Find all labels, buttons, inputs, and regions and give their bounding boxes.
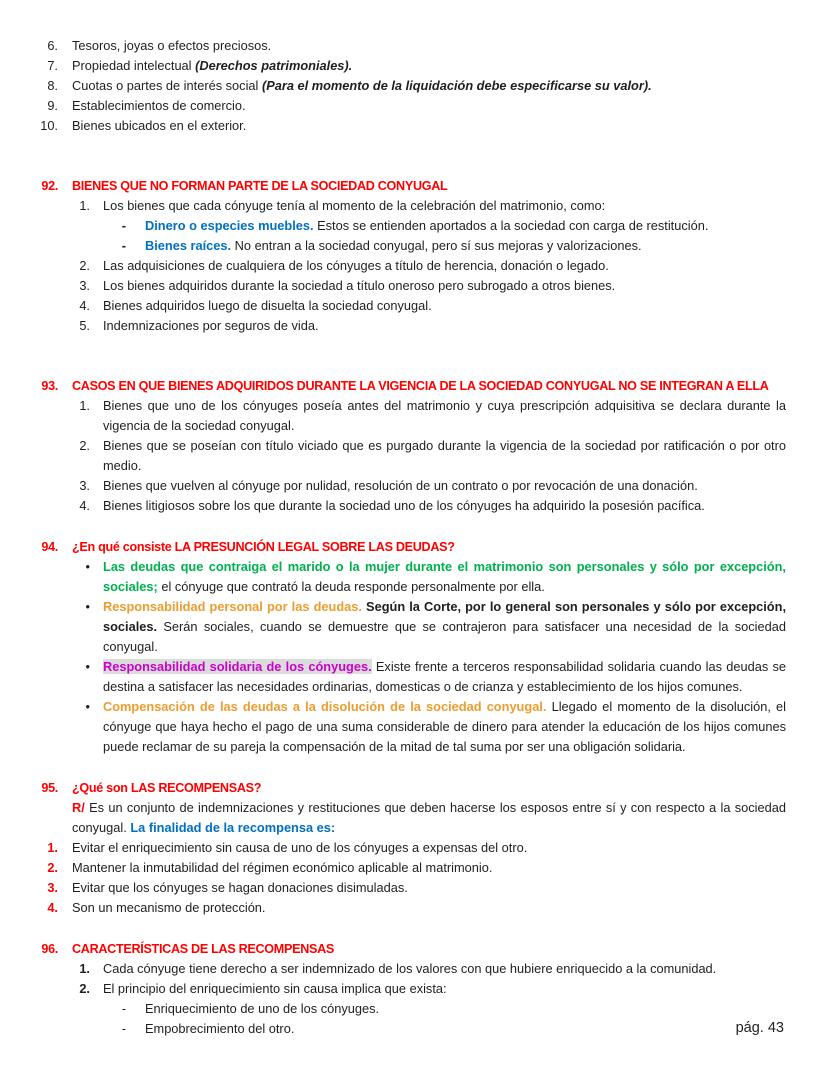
list-marker: 4. [79,298,90,313]
section-heading-94 [40,537,786,557]
list-marker: • [85,699,90,714]
list-marker: 5. [79,318,90,333]
text-run: Bienes que vuelven al cónyuge por nulidad, resolución de un contrato o por revocación de una donación. [103,478,698,493]
text-run: No entran a la sociedad conyugal, pero sí sus mejoras y valorizaciones. [231,238,642,253]
list-marker: 2. [47,860,58,875]
section-heading-95 [40,778,786,798]
text-run: Propiedad intelectual [72,58,196,73]
list-item [40,56,786,76]
list-marker: 10. [40,118,58,133]
list-marker: 96. [41,942,58,956]
list-item [40,36,786,56]
text-run: Existe frente a terceros responsabilidad solidaria cuando las deudas se destina a satisfacer las necesidades ordinarias, domesticas o de crianza y establecimiento de los hijos comunes. [103,659,786,694]
list-marker: 7. [47,58,58,73]
text-run: Bienes raíces. [145,238,232,253]
list-item [40,276,786,296]
list-item [40,858,786,878]
text-run: Los bienes adquiridos durante la sociedad a título oneroso pero subrogado a otros bienes. [103,278,616,293]
list-marker: 94. [41,540,58,554]
text-run: Las adquisiciones de cualquiera de los cónyuges a título de herencia, donación o legado. [103,258,609,273]
list-marker: 1. [79,198,90,213]
text-run: CASOS EN QUE BIENES ADQUIRIDOS DURANTE LA VIGENCIA DE LA SOCIEDAD CONYUGAL NO SE INTEGRAN A ELLA [72,379,769,393]
text-run: La finalidad de la recompensa es: [130,820,336,835]
text-run: CARACTERÍSTICAS DE LAS RECOMPENSAS [72,942,334,956]
list-item [40,657,786,697]
list-marker: 2. [79,981,90,996]
list-item [40,959,786,979]
list-marker: 95. [41,781,58,795]
list-marker: 3. [79,278,90,293]
section-heading-93 [40,376,786,396]
list-item [40,76,786,96]
text-run: Son un mecanismo de protección. [72,900,266,915]
list-item [40,256,786,276]
list-item [40,557,786,597]
list-marker: 3. [47,880,58,895]
text-run: R/ [72,800,85,815]
text-run: Cada cónyuge tiene derecho a ser indemnizado de los valores con que hubiere enriquecido a la comunidad. [103,961,717,976]
text-run: Enriquecimiento de uno de los cónyuges. [145,1001,380,1016]
text-run: (Derechos patrimoniales). [195,58,353,73]
list-marker: • [85,599,90,614]
text-run: ¿En qué consiste LA PRESUNCIÓN LEGAL SOBRE LAS DEUDAS? [72,540,455,554]
text-run: ¿Qué son LAS RECOMPENSAS? [72,781,262,795]
list-item [40,1019,786,1039]
list-item [40,697,786,757]
list-marker: - [121,1001,126,1016]
text-run: Bienes litigiosos sobre los que durante la sociedad uno de los cónyuges ha adquirido la posesión pacífica. [103,498,705,513]
text-run: Estos se entienden aportados a la sociedad con carga de restitución. [313,218,709,233]
text-run: Llegado el momento de la disolución, el cónyuge que haya hecho el pago de una suma considerable de dinero para atender la educación de los hijos comunes puede reclamar de su pareja la compensación de la mitad de tal suma por ser una obligación solidaria. [103,699,786,754]
list-marker: 92. [41,179,58,193]
list-marker: - [121,238,126,253]
list-marker: 1. [79,398,90,413]
list-marker: 4. [79,498,90,513]
text-run: Serán sociales, cuando se demuestre que se contrajeron para satisfacer una necesidad de la sociedad conyugal. [103,619,786,654]
list-item [40,316,786,336]
list-marker: 4. [47,900,58,915]
text-run: Bienes que uno de los cónyuges poseía antes del matrimonio y cuya prescripción adquisitiva se declara durante la vigencia de la sociedad conyugal. [103,398,786,433]
text-run: Responsabilidad personal por las deudas. [103,599,362,614]
text-run: Compensación de las deudas a la disolución de la sociedad conyugal. [103,699,547,714]
text-run: Bienes que se poseían con título viciado que es purgado durante la vigencia de la sociedad por ratificación o por otro medio. [103,438,786,473]
section-heading-96 [40,939,786,959]
list-item [40,597,786,657]
text-run: el cónyuge que contrató la deuda responde personalmente por ella. [157,579,545,594]
text-run: Mantener la inmutabilidad del régimen económico aplicable al matrimonio. [72,860,493,875]
text-run: (Para el momento de la liquidación debe especificarse su valor). [261,78,652,93]
list-item [40,476,786,496]
page-number: pág. 43 [735,1020,784,1036]
list-marker: 9. [47,98,58,113]
list-item [40,979,786,999]
list-marker: 1. [47,840,58,855]
text-run: Los bienes que cada cónyuge tenía al momento de la celebración del matrimonio, como: [103,198,606,213]
text-run: Indemnizaciones por seguros de vida. [103,318,319,333]
text-run: Es un conjunto de indemnizaciones y restituciones que deben hacerse los esposos entre sí y con respecto a la sociedad conyugal. [72,800,786,835]
list-item [40,898,786,918]
list-item [40,396,786,436]
text-run: Bienes adquiridos luego de disuelta la sociedad conyugal. [103,298,432,313]
text-run: Bienes ubicados en el exterior. [72,118,247,133]
text-run: Las deudas que contraiga el marido o la mujer durante el matrimonio son personales y sólo por excepción, sociales; [103,559,786,594]
text-run: Cuotas o partes de interés social [72,78,262,93]
text-run: BIENES QUE NO FORMAN PARTE DE LA SOCIEDAD CONYUGAL [72,179,448,193]
list-item [40,436,786,476]
text-run: Dinero o especies muebles. [145,218,314,233]
list-marker: 2. [79,258,90,273]
text-run: Empobrecimiento del otro. [145,1021,295,1036]
list-item [40,296,786,316]
section-heading-92 [40,176,786,196]
list-marker: 8. [47,78,58,93]
list-marker: • [85,659,90,674]
list-marker: 1. [79,961,90,976]
list-marker: - [121,218,126,233]
list-item [40,236,786,256]
list-marker: 2. [79,438,90,453]
list-item [40,216,786,236]
text-run: Evitar el enriquecimiento sin causa de uno de los cónyuges a expensas del otro. [72,840,528,855]
list-item [40,96,786,116]
list-item [40,196,786,216]
text-run: El principio del enriquecimiento sin causa implica que exista: [103,981,447,996]
list-item [40,116,786,136]
list-marker: • [85,559,90,574]
list-item [40,999,786,1019]
list-marker: 93. [41,379,58,393]
text-run: Evitar que los cónyuges se hagan donaciones disimuladas. [72,880,408,895]
paragraph [40,798,786,838]
text-run: Establecimientos de comercio. [72,98,246,113]
list-marker: - [121,1021,126,1036]
list-item [40,838,786,858]
text-run: Según la Corte, por lo general son personales y sólo por excepción, sociales. [103,599,786,634]
list-marker: 6. [47,38,58,53]
text-run: Responsabilidad solidaria de los cónyuges. [103,659,372,674]
text-run: Tesoros, joyas o efectos preciosos. [72,38,272,53]
list-item [40,496,786,516]
list-item [40,878,786,898]
list-marker: 3. [79,478,90,493]
